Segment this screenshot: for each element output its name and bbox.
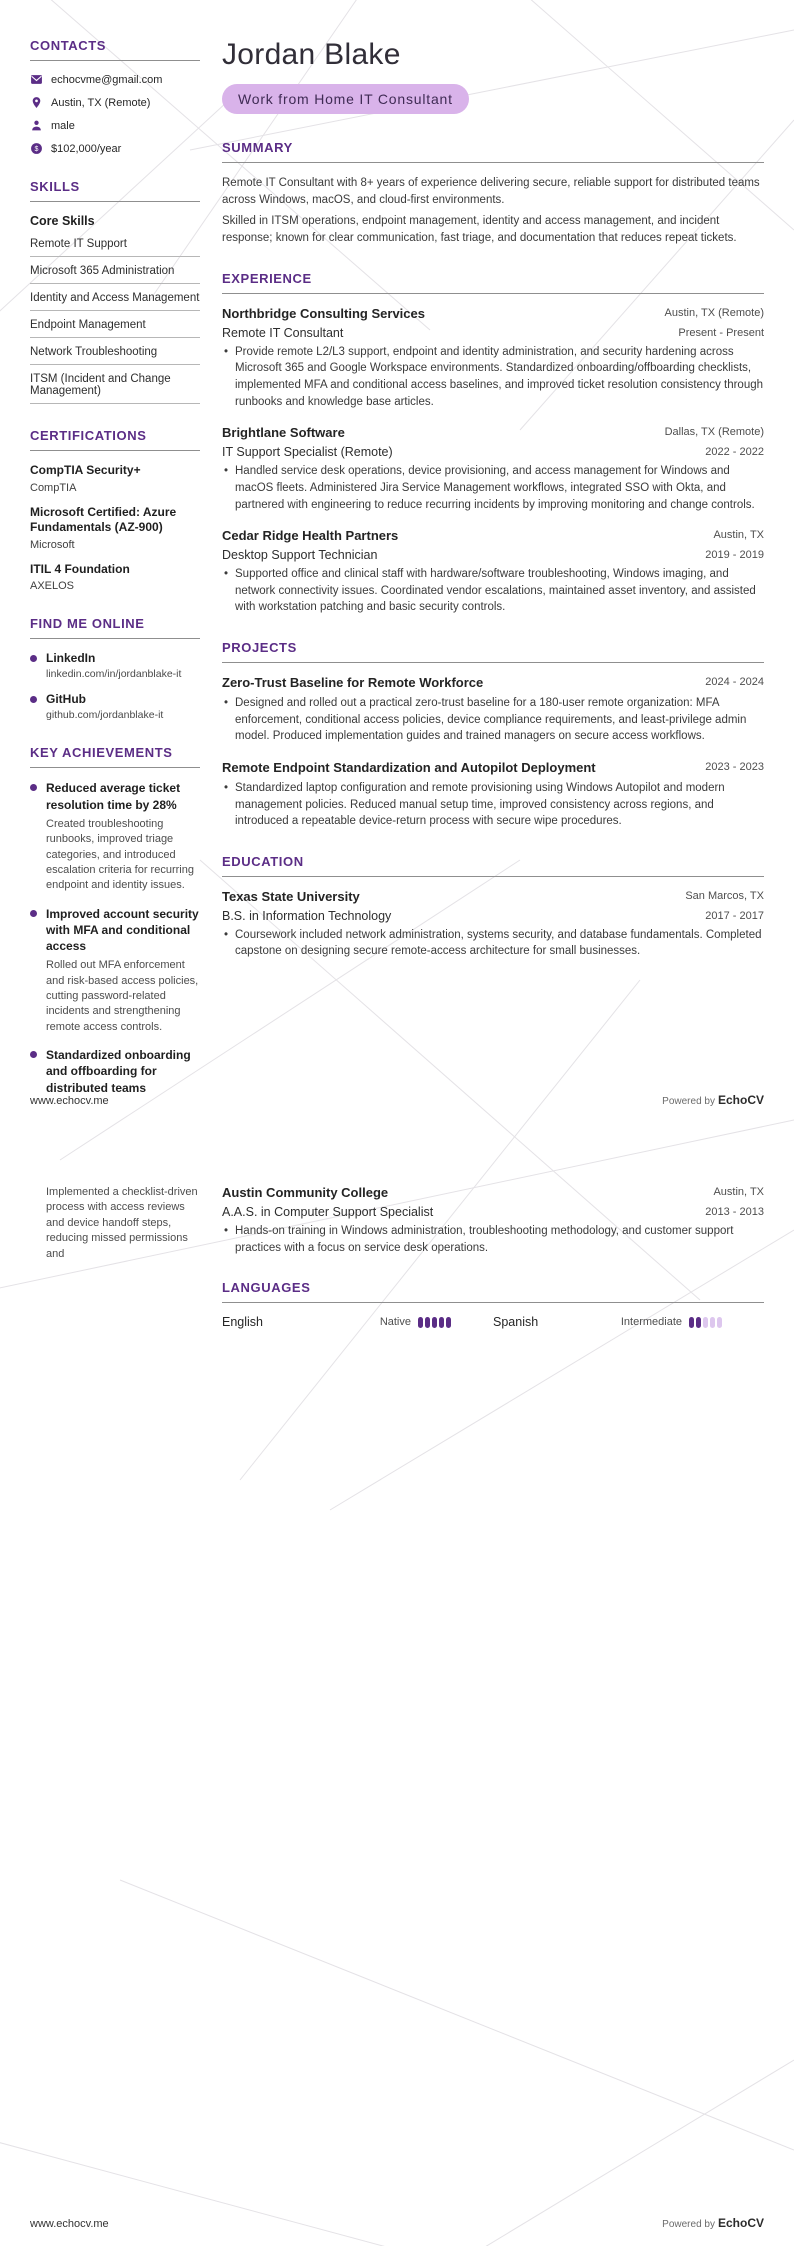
certification-item (30, 562, 200, 593)
experience-company: Cedar Ridge Health Partners (222, 528, 399, 544)
certification-item (30, 463, 200, 494)
social-link-label: LinkedIn (46, 651, 96, 666)
contacts-heading: CONTACTS (30, 38, 200, 61)
experience-dates: Present - Present (678, 326, 764, 339)
language-name: Spanish (493, 1315, 539, 1330)
svg-text:$: $ (34, 145, 39, 153)
key-achievements-heading: KEY ACHIEVEMENTS (30, 745, 200, 768)
main-column (222, 38, 764, 1123)
education-entry (222, 889, 764, 960)
education-section-continued (222, 1185, 764, 1256)
experience-location: Austin, TX (Remote) (664, 306, 764, 319)
experience-entry (222, 306, 764, 411)
social-link-github[interactable] (30, 692, 200, 721)
education-school: Austin Community College (222, 1185, 389, 1200)
achievement-description-continued: Implemented a checklist-driven process with access reviews and device handoff steps, reducing missed permissions and (46, 1186, 198, 1260)
experience-bullet: • Provide remote L2/L3 support, endpoint and identity administration, and security hardening across Microsoft 365 and Google Workspace environments. Standardized onboarding/offboarding checklists, implemented MFA and conditional access baselines, and improved ticket resolution consistency through runbooks and knowledge base articles. (222, 344, 764, 411)
achievement-description: Rolled out MFA enforcement and risk-based access policies, cutting password-related incidents and strengthening remote access controls. (46, 959, 199, 1033)
language-level-dots (418, 1317, 451, 1328)
skills-heading: SKILLS (30, 179, 200, 202)
project-title: Remote Endpoint Standardization and Autopilot Deployment (222, 759, 596, 775)
footer-brand: EchoCV (717, 2216, 764, 2230)
skill-item: Remote IT Support (30, 238, 200, 257)
education-degree: B.S. in Information Technology (222, 908, 392, 923)
education-dates: 2017 - 2017 (705, 909, 764, 922)
experience-role: Desktop Support Technician (222, 548, 378, 563)
candidate-name: Jordan Blake (222, 38, 401, 71)
project-title: Zero-Trust Baseline for Remote Workforce (222, 675, 484, 691)
project-bullet: • Designed and rolled out a practical zero-trust baseline for a 180-user remote organization: MFA enforcement, conditional access policies, device compliance requirements, and least-privilege admin model. Produced implementation guides and trained managers on secure access workflows. (222, 695, 764, 745)
project-dates: 2024 - 2024 (705, 676, 764, 689)
experience-entry (222, 425, 764, 513)
achievement-title: Standardized onboarding and offboarding for distributed teams (46, 1048, 191, 1095)
experience-company: Northbridge Consulting Services (222, 305, 425, 321)
certifications-heading: CERTIFICATIONS (30, 428, 200, 451)
achievement-title: Improved account security with MFA and conditional access (46, 906, 199, 954)
bullet-dot-icon (30, 1051, 37, 1058)
page-2 (0, 1123, 794, 2246)
experience-section (222, 271, 764, 616)
main-column-continued (222, 1161, 764, 1353)
projects-heading: PROJECTS (222, 640, 764, 663)
language-level: Intermediate (620, 1316, 682, 1329)
language-level-dots (689, 1317, 722, 1328)
footer-site-link[interactable]: www.echocv.me (30, 2218, 109, 2230)
sidebar-continued (30, 1161, 200, 1353)
contact-email[interactable] (30, 73, 200, 86)
achievement-item (30, 1047, 200, 1100)
language-item (493, 1315, 764, 1329)
language-level: Native (379, 1316, 411, 1329)
education-degree: A.A.S. in Computer Support Specialist (222, 1204, 434, 1219)
experience-company: Brightlane Software (222, 425, 345, 441)
certification-name: Microsoft Certified: Azure Fundamentals (AZ-900) (30, 504, 177, 535)
certification-issuer: CompTIA (30, 481, 77, 494)
page-footer (30, 1093, 764, 1107)
contact-salary-text: $102,000/year (51, 142, 122, 155)
bullet-dot-icon (30, 910, 37, 917)
experience-location: Austin, TX (713, 529, 764, 542)
certification-issuer: AXELOS (30, 580, 75, 593)
education-heading: EDUCATION (222, 854, 764, 877)
location-icon (30, 96, 43, 109)
email-icon (30, 73, 43, 86)
language-name: English (222, 1315, 263, 1330)
skills-group-title: Core Skills (30, 214, 95, 228)
experience-bullet: • Supported office and clinical staff with hardware/software troubleshooting, Windows imaging, and network connectivity issues. Coordinated vendor escalations, maintained asset inventory, and assisted with workstation patching and basic security controls. (222, 566, 764, 616)
education-bullet: • Hands-on training in Windows administration, troubleshooting methodology, and customer support practices with a focus on service desk operations. (222, 1223, 764, 1256)
footer-powered-by: Powered by EchoCV (662, 1093, 764, 1107)
achievement-description: Created troubleshooting runbooks, improved triage categories, and introduced escalation criteria for recurring endpoint and identity issues. (46, 817, 194, 892)
social-link-label: GitHub (46, 692, 86, 707)
experience-role: IT Support Specialist (Remote) (222, 445, 393, 460)
skills-section (30, 179, 200, 404)
project-entry (222, 675, 764, 745)
achievement-item (30, 906, 200, 1036)
experience-dates: 2019 - 2019 (705, 549, 764, 562)
contact-location-text: Austin, TX (Remote) (51, 96, 151, 109)
languages-section (222, 1280, 764, 1329)
project-entry (222, 760, 764, 830)
certification-issuer: Microsoft (30, 538, 75, 551)
experience-entry (222, 528, 764, 616)
language-item (222, 1315, 493, 1329)
social-link-linkedin[interactable] (30, 651, 200, 680)
sidebar (30, 38, 200, 1123)
skill-item: ITSM (Incident and Change Management) (30, 373, 200, 404)
certification-name: CompTIA Security+ (30, 463, 141, 477)
footer-brand: EchoCV (717, 1093, 764, 1107)
social-link-url[interactable]: github.com/jordanblake-it (46, 709, 164, 722)
project-bullet: • Standardized laptop configuration and remote provisioning using Windows Autopilot and modern management policies. Reduced manual setup time, improved consistency across regions, and introduced a repeatable device-return process with secure wipe procedures. (222, 780, 764, 830)
certification-name: ITIL 4 Foundation (30, 561, 130, 576)
footer-powered-by: Powered by EchoCV (662, 2216, 764, 2230)
bullet-dot-icon (30, 784, 37, 791)
contact-gender-text: male (51, 119, 75, 132)
summary-paragraph: Remote IT Consultant with 8+ years of experience delivering secure, reliable support for distributed teams across Windows, macOS, and cloud-first environments. (222, 177, 760, 206)
key-achievements-section (30, 745, 200, 1099)
languages-heading: LANGUAGES (222, 1280, 764, 1303)
education-dates: 2013 - 2013 (705, 1205, 764, 1218)
contact-location (30, 96, 200, 109)
education-entry (222, 1185, 764, 1256)
person-icon (30, 119, 43, 132)
skill-item: Microsoft 365 Administration (30, 265, 200, 284)
projects-section (222, 640, 764, 830)
education-section (222, 854, 764, 960)
skill-item: Identity and Access Management (30, 292, 200, 311)
experience-dates: 2022 - 2022 (705, 446, 764, 459)
education-location: San Marcos, TX (685, 889, 764, 902)
achievement-item (30, 780, 200, 893)
experience-location: Dallas, TX (Remote) (664, 426, 764, 439)
find-me-online-section (30, 616, 200, 721)
social-link-url[interactable]: linkedin.com/in/jordanblake-it (46, 668, 182, 681)
find-me-online-heading: FIND ME ONLINE (30, 616, 200, 639)
salary-icon (30, 142, 43, 155)
certification-item (30, 505, 200, 551)
contacts-section (30, 38, 200, 155)
skill-item: Endpoint Management (30, 319, 200, 338)
job-title-badge: Work from Home IT Consultant (222, 84, 469, 114)
education-location: Austin, TX (713, 1186, 764, 1198)
footer-site-link[interactable]: www.echocv.me (30, 1095, 109, 1107)
contact-salary (30, 142, 200, 155)
summary-paragraph: Skilled in ITSM operations, endpoint management, identity and access management, and incident response; known for clear communication, fast triage, and documentation that reduces repeat tickets. (222, 215, 737, 245)
project-dates: 2023 - 2023 (705, 760, 764, 773)
skill-item: Network Troubleshooting (30, 346, 200, 365)
contact-gender (30, 119, 200, 132)
certifications-section (30, 428, 200, 592)
education-school: Texas State University (222, 888, 360, 904)
page-footer (30, 2216, 764, 2230)
bullet-dot-icon (30, 655, 37, 662)
experience-role: Remote IT Consultant (222, 325, 344, 340)
bullet-dot-icon (30, 696, 37, 703)
contact-email-text: echocvme@gmail.com (51, 73, 163, 86)
experience-bullet: • Handled service desk operations, device provisioning, and access management for Windows and macOS fleets. Administered Jira Service Management workflows, integrated SSO with Okta, and partnered with engineering to reduce recurring incidents by improving monitoring and change controls. (222, 463, 764, 513)
education-bullet: • Coursework included network administration, systems security, and database fundamentals. Completed capstone on designing secure remote-access architecture for small businesses. (222, 927, 764, 960)
experience-heading: EXPERIENCE (222, 271, 764, 294)
achievement-title: Reduced average ticket resolution time by 28% (46, 781, 181, 812)
summary-section (222, 140, 764, 247)
summary-heading: SUMMARY (222, 140, 764, 163)
